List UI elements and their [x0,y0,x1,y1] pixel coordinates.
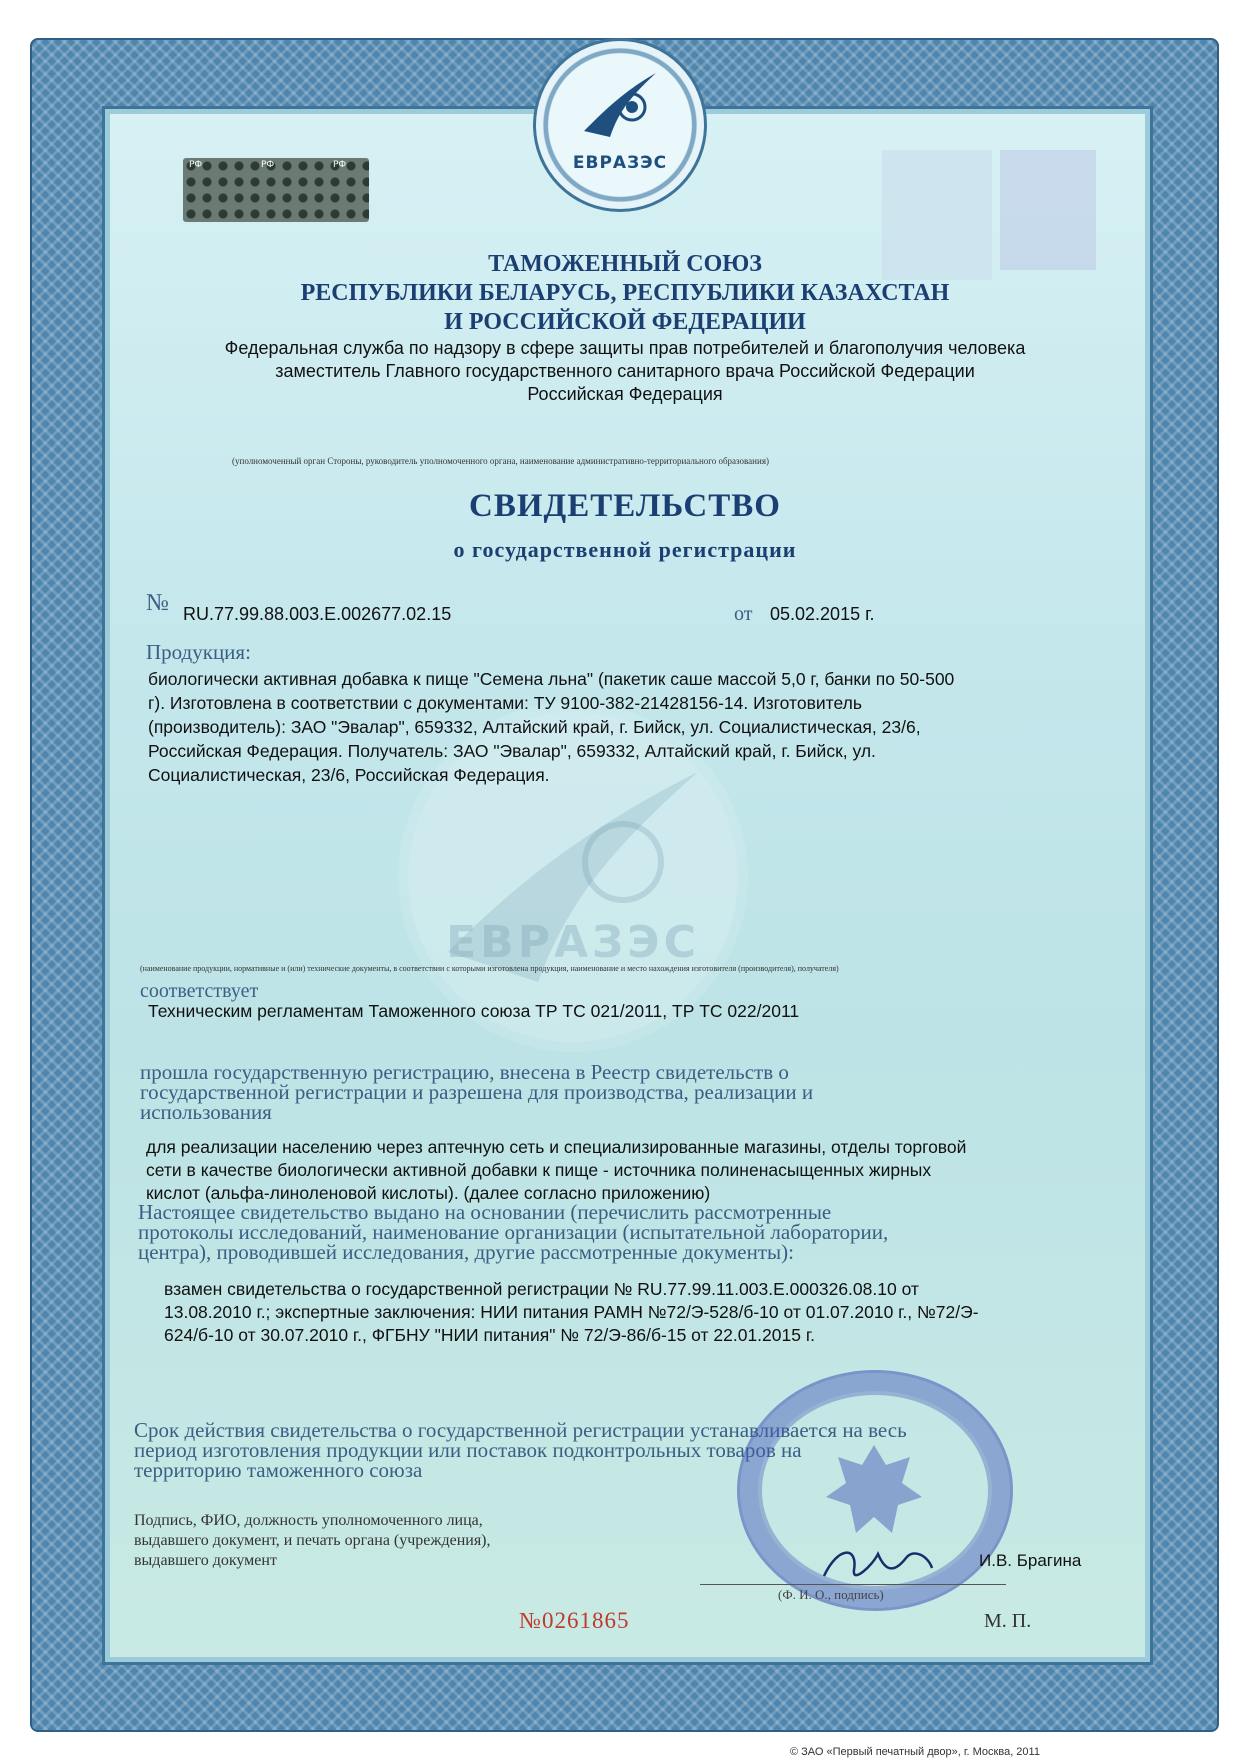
evrazes-emblem [533,38,707,212]
signature-caption: Подпись, ФИО, должность уполномоченного лица, [134,1512,483,1529]
basis-line: взамен свидетельства о государственной регистрации № RU.77.99.11.003.Е.000326.08.10 от [164,1279,919,1299]
product-label: Продукция: [146,640,251,664]
serial-number: №0261865 [519,1608,630,1633]
basis-heading: Настоящее свидетельство выдано на основании (перечислить рассмотренные [138,1200,832,1224]
emblem-text: ЕВРАЗЭС [572,153,668,173]
document-title: СВИДЕТЕЛЬСТВО [469,488,781,524]
certificate-date: 05.02.2015 г. [770,604,875,624]
signature-sub-caption: (Ф. И. О., подпись) [778,1587,884,1602]
registration-line: кислот (альфа-линоленовой кислоты). (далее согласно приложению) [146,1183,711,1203]
registration-heading: прошла государственную регистрацию, внесена в Реестр свидетельств о [140,1060,789,1084]
hologram-mark: РФ [189,160,203,170]
conformity-label: соответствует [140,980,259,1002]
validity-line: территорию таможенного союза [134,1458,423,1482]
conformity-text: Техническим регламентам Таможенного союза ТР ТС 021/2011, ТР ТС 022/2011 [148,1001,800,1021]
product-line: (производитель): ЗАО "Эвалар", 659332, Алтайский край, г. Бийск, ул. Социалистическая, 23/6, [148,717,921,737]
authority-line: заместитель Главного государственного санитарного врача Российской Федерации [275,361,975,381]
hologram-mark: РФ [261,160,275,170]
product-line: Социалистическая, 23/6, Российская Федерация. [148,765,550,785]
validity-line: Срок действия свидетельства о государственной регистрации устанавливается на весь [134,1418,907,1442]
watermark-text: ЕВРАЗЭС [446,917,700,968]
header-line: И РОССИЙСКОЙ ФЕДЕРАЦИИ [444,309,806,335]
header-line: ТАМОЖЕННЫЙ СОЮЗ [488,251,762,277]
hologram-mark: РФ [333,160,347,170]
product-caption: (наименование продукции, нормативные и (или) технические документы, в соответствии с которыми изготовлена продукция, наименование и место нахождения изготовителя (производителя), получателя) [140,964,839,973]
globe-swoosh-icon [580,67,660,147]
authority-caption: (уполномоченный орган Стороны, руководитель уполномоченного органа, наименование административно-территориального образования) [232,456,769,466]
registration-heading: государственной регистрации и разрешена для производства, реализации и [140,1080,814,1104]
registration-heading: использования [140,1100,272,1124]
basis-line: 624/б-10 от 30.07.2010 г., ФГБНУ "НИИ питания" № 72/Э-86/б-15 от 22.01.2015 г. [164,1325,815,1345]
basis-heading: центра), проводившей исследования, другие рассмотренные документы): [138,1240,794,1264]
basis-heading: протоколы исследований, наименование организации (испытательной лаборатории, [138,1220,889,1244]
validity-line: период изготовления продукции или поставок подконтрольных товаров на [134,1438,802,1462]
registration-line: сети в качестве биологически активной добавки к пище - источника полиненасыщенных жирных [146,1160,932,1180]
signature-caption: выдавшего документ [134,1552,277,1569]
certificate-number: RU.77.99.88.003.Е.002677.02.15 [183,604,452,624]
header-line: РЕСПУБЛИКИ БЕЛАРУСЬ, РЕСПУБЛИКИ КАЗАХСТАН [300,280,950,306]
hologram-sticker [183,158,369,222]
product-line: биологически активная добавка к пище "Семена льна" (пакетик саше массой 5,0 г, банки по 50-500 [148,669,955,689]
printer-footer: © ЗАО «Первый печатный двор», г. Москва, 2011 [790,1746,1040,1758]
product-line: г). Изготовлена в соответствии с документами: ТУ 9100-382-21428156-14. Изготовитель [148,693,862,713]
authority-line: Федеральная служба по надзору в сфере защиты прав потребителей и благополучия человека [224,338,1026,358]
registration-line: для реализации населению через аптечную сеть и специализированные магазины, отделы торговой [146,1137,967,1157]
signatory-name: И.В. Брагина [979,1551,1082,1570]
document-subtitle: о государственной регистрации [453,537,797,562]
product-line: Российская Федерация. Получатель: ЗАО "Эвалар", 659332, Алтайский край, г. Бийск, ул. [148,741,876,761]
signature-caption: выдавшего документ, и печать органа (учреждения), [134,1532,491,1549]
stamp-place-label: М. П. [984,1610,1032,1632]
signature-line [700,1584,1006,1585]
date-label: от [734,603,753,625]
basis-line: 13.08.2010 г.; экспертные заключения: НИИ питания РАМН №72/Э-528/б-10 от 01.07.2010 г., №72/Э- [164,1302,979,1322]
authority-line: Российская Федерация [527,384,723,404]
number-label: № [146,590,169,616]
double-eagle-icon [814,1435,934,1545]
